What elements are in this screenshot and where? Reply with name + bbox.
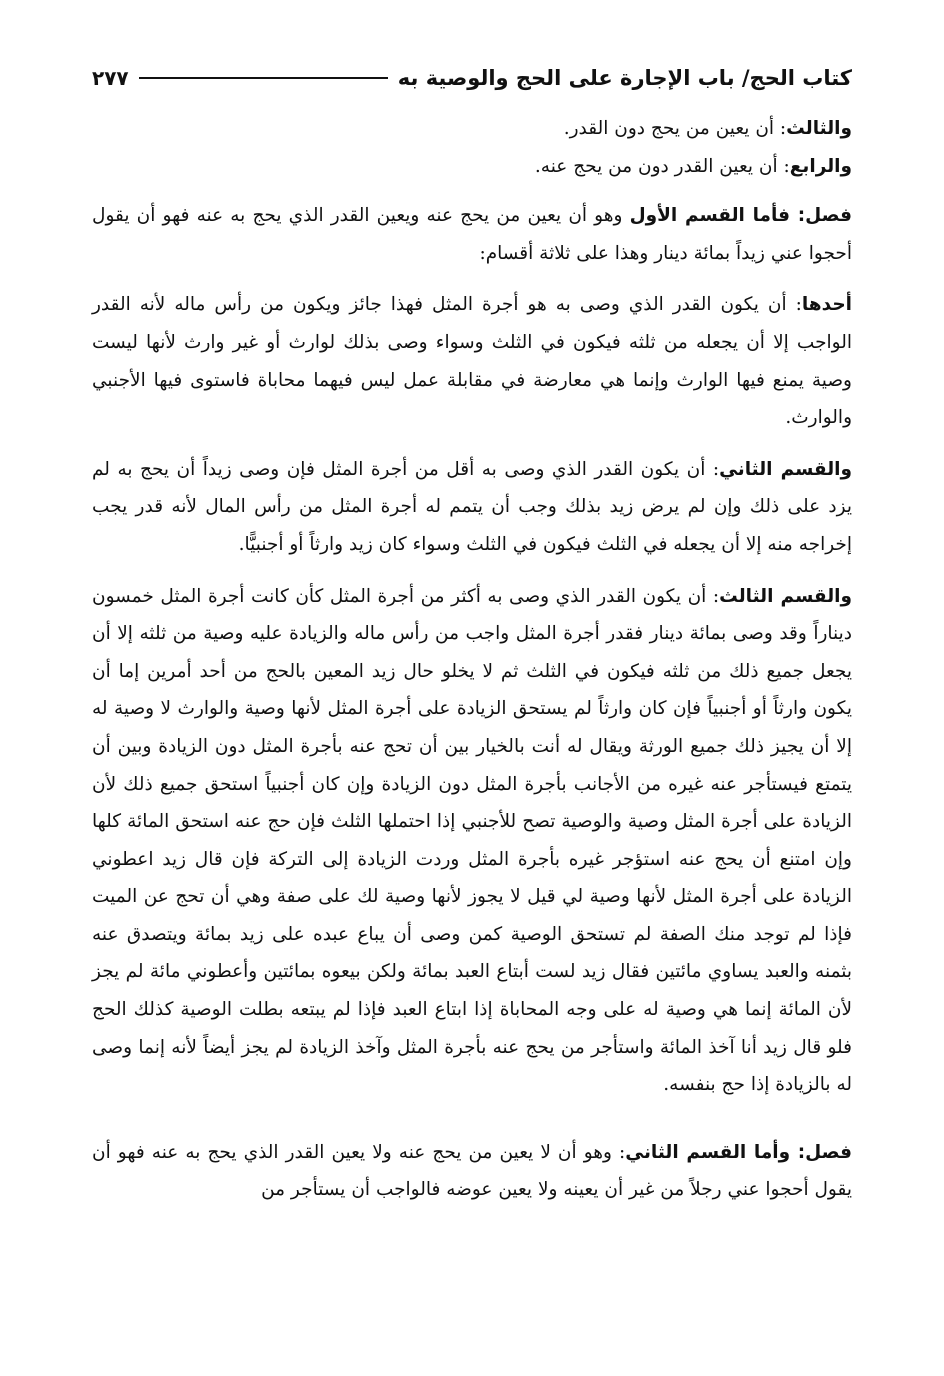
paragraph-lead: والقسم الثاني bbox=[719, 458, 852, 480]
page-number: ٢٧٧ bbox=[92, 66, 129, 90]
paragraph-lead: فصل: وأما القسم الثاني bbox=[625, 1141, 852, 1163]
paragraph-first-division bbox=[92, 286, 852, 436]
paragraph-lead: والرابع bbox=[789, 155, 852, 177]
paragraph-text: وهو أن يعين من يحج عنه ويعين القدر الذي يحج به عنه فهو أن يقول أحجوا عني زيداً بمائة دينار وهذا على ثلاثة أقسام: bbox=[92, 205, 852, 264]
paragraph-text: : وهو أن لا يعين من يحج عنه ولا يعين القدر الذي يحج به عنه فهو أن يقول أحجوا عني رجلاً من غير أن يعينه ولا يعين عوضه فالواجب أن يستأجر من bbox=[92, 1141, 852, 1201]
paragraph-fourth-case bbox=[92, 148, 852, 186]
running-title: كتاب الحج/ باب الإجارة على الحج والوصية به bbox=[397, 66, 852, 90]
paragraph-lead: أحدها bbox=[801, 294, 852, 316]
header-rule bbox=[139, 77, 388, 79]
page-header bbox=[92, 58, 852, 98]
paragraph-text: : أن يعين القدر دون من يحج عنه. bbox=[534, 155, 790, 177]
paragraph-section-first bbox=[92, 197, 852, 272]
paragraph-text: : أن يكون القدر الذي وصى به هو أجرة المثل فهذا جائز ويكون من رأس ماله لأنه القدر الواجب إلا أن يجعله من ثلثه فيكون في الثلث وسواء وصى بذلك لوارث أو غير وارث لأنها ليست وصية يمنع فيها الوارث وإنما هي معارضة في مقابلة عمل ليس فيهما محاباة فاستوى فيها الأجنبي والوارث. bbox=[92, 294, 852, 429]
paragraph-text: : أن يكون القدر الذي وصى به أقل من أجرة المثل فإن وصى زيداً أن يحج به لم يزد على ذلك وإن لم يرض زيد بذلك وجب أن يتمم له أجرة المثل من رأس المال لأنه قدر يجب إخراجه منه إلا أن يجعله في الثلث فيكون في الثلث وسواء كان زيد وارثاً أو أجنبيًّا. bbox=[92, 458, 852, 555]
paragraph-third-case bbox=[92, 110, 852, 148]
page-body bbox=[92, 110, 852, 1209]
paragraph-lead: فصل: فأما القسم الأول bbox=[629, 205, 852, 227]
paragraph-third-division bbox=[92, 578, 852, 1104]
paragraph-lead: والقسم الثالث bbox=[719, 585, 852, 607]
paragraph-text: : أن يكون القدر الذي وصى به أكثر من أجرة المثل كأن كانت أجرة المثل خمسون ديناراً وقد وصى بمائة دينار فقدر أجرة المثل واجب من رأس ماله والزيادة عليه وصية من ثلثه إلا أن يجعل جميع ذلك من ثلثه فيكون في الثلث ثم لا يخلو حال زيد المعين بالحج من أحد أمرين إما أن يكون وارثاً أو أجنبياً فإن كان وارثاً لم يستحق الزيادة على أجرة المثل لأنها وصية والوارث لا وصية له إلا أن يجيز ذلك جميع الورثة ويقال له أنت بالخيار بين أن تحج عنه بأجرة المثل دون الزيادة وبين أن يتمتع فيستأجر عنه غيره من الأجانب بأجرة المثل دون الزيادة وإن كان أجنبياً استحق جميع ذلك لأن الزيادة على أجرة المثل وصية والوصية تصح للأجنبي إذا احتملها الثلث فإن حج عنه استحق المائة كلها وإن امتنع أن يحج عنه استؤجر غيره بأجرة المثل وردت الزيادة إلى التركة فإن قال زيد اعطوني الزيادة على أجرة المثل لأنها وصية لي قيل لا يجوز لأنها وصية لك على صفة وهي أن تحج عن الميت فإذا لم توجد منك الصفة لم تستحق الوصية كمن وصى أن يباع عبده على زيد بمائة ويتصدق عنه بثمنه والعبد يساوي مائتين فقال زيد لست أبتاع العبد بمائة ولكن بيعوه بمائتين وأعطوني مائة لم يجز لأن المائة إنما هي وصية له على وجه المحاباة إذا ابتاع العبد فإذا لم يبتعه بطلت الوصية كذلك الحج فلو قال زيد أنا آخذ المائة واستأجر من يحج عنه بأجرة المثل وآخذ الزيادة لم يجز أيضاً لأنه إنما وصى له بالزيادة إذا حج بنفسه. bbox=[92, 585, 852, 1096]
paragraph-text: : أن يعين من يحج دون القدر. bbox=[563, 118, 787, 139]
paragraph-second-division bbox=[92, 451, 852, 564]
paragraph-section-second bbox=[92, 1134, 852, 1209]
paragraph-lead: والثالث bbox=[786, 118, 852, 139]
